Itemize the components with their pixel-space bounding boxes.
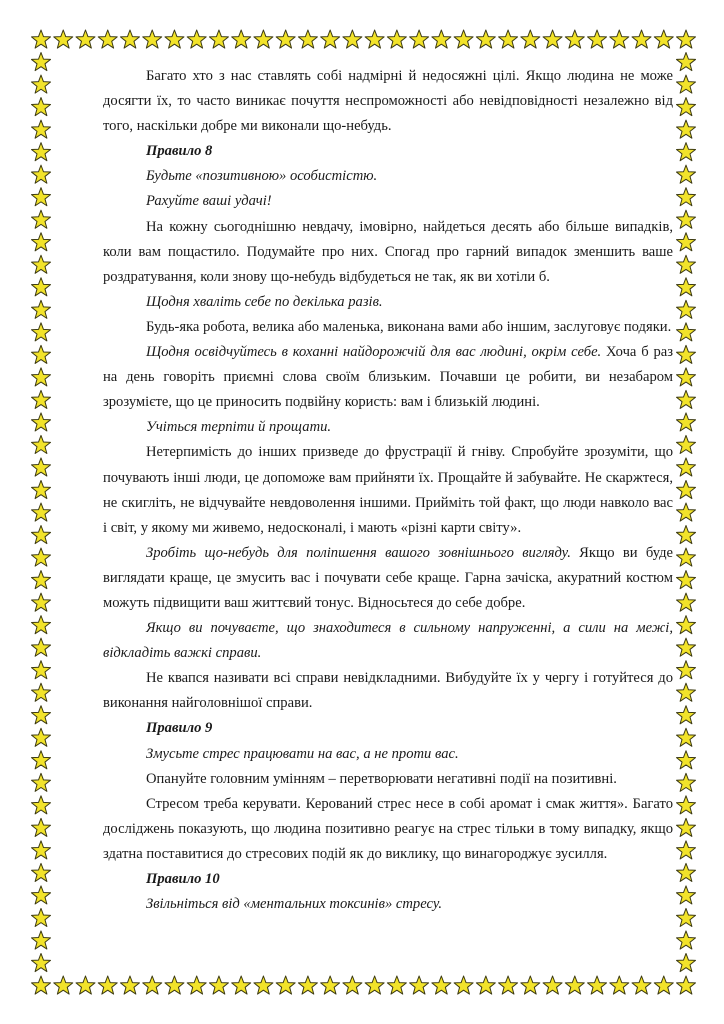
star-icon: [676, 886, 695, 904]
star-icon: [676, 976, 695, 994]
star-icon: [31, 908, 50, 926]
star-icon: [31, 143, 50, 161]
star-icon: [676, 30, 695, 48]
star-icon: [98, 976, 117, 994]
star-icon: [676, 931, 695, 949]
star-icon: [31, 323, 50, 341]
star-icon: [31, 706, 50, 724]
star-icon: [676, 255, 695, 273]
star-icon: [254, 30, 273, 48]
star-icon: [31, 751, 50, 769]
star-icon: [343, 976, 362, 994]
star-icon: [31, 616, 50, 634]
star-icon: [432, 30, 451, 48]
star-icon: [676, 188, 695, 206]
star-icon: [31, 976, 50, 994]
star-icon: [31, 30, 50, 48]
star-icon: [454, 976, 473, 994]
star-icon: [31, 255, 50, 273]
star-icon: [676, 75, 695, 93]
star-icon: [54, 976, 73, 994]
star-icon: [676, 210, 695, 228]
star-icon: [565, 976, 584, 994]
star-icon: [31, 683, 50, 701]
star-icon: [676, 728, 695, 746]
paragraph-look: [103, 541, 673, 616]
star-icon: [31, 165, 50, 183]
star-icon: [187, 30, 206, 48]
star-icon: [387, 976, 406, 994]
paragraph-5: Не квапся називати всі справи невідкладними. Вибудуйте їх у чергу і готуйтеся до виконання найголовнішої справи.: [103, 670, 673, 712]
star-icon: [31, 458, 50, 476]
star-icon: [321, 30, 340, 48]
star-icon: [209, 30, 228, 48]
rule-9-heading: Правило 9: [146, 720, 213, 737]
star-icon: [676, 413, 695, 431]
paragraph-love: [103, 340, 673, 415]
star-icon: [31, 863, 50, 881]
star-icon: [543, 30, 562, 48]
star-icon: [31, 345, 50, 363]
star-icon: [676, 638, 695, 656]
star-icon: [31, 593, 50, 611]
star-icon: [610, 30, 629, 48]
star-icon: [632, 976, 651, 994]
star-icon: [31, 188, 50, 206]
star-icon: [31, 953, 50, 971]
star-icon: [676, 480, 695, 498]
star-icon: [676, 300, 695, 318]
document-body: [103, 64, 673, 917]
star-icon: [31, 773, 50, 791]
star-icon: [676, 323, 695, 341]
star-icon: [676, 616, 695, 634]
star-icon: [654, 976, 673, 994]
star-icon: [676, 706, 695, 724]
star-icon: [676, 548, 695, 566]
paragraph-1: Багато хто з нас ставлять собі надмірні й недосяжні цілі. Якщо людина не може досягти їх, то часто виникає почуття неспроможності або невідповідності незалежно від того, наскільки добре ми виконали що-небудь.: [103, 68, 673, 135]
star-icon: [365, 976, 384, 994]
star-icon: [676, 390, 695, 408]
star-icon: [588, 976, 607, 994]
star-icon: [410, 976, 429, 994]
star-icon: [232, 30, 251, 48]
star-icon: [31, 120, 50, 138]
star-icon: [31, 796, 50, 814]
star-icon: [31, 818, 50, 836]
star-icon: [676, 593, 695, 611]
look-italic: Зробіть що-небудь для поліпшення вашого зовнішнього вигляду.: [146, 544, 571, 561]
star-icon: [610, 976, 629, 994]
paragraph-6: Опануйте головним умінням – перетворювати негативні події на позитивні.: [146, 770, 617, 787]
star-icon: [298, 30, 317, 48]
look-rest: Якщо ви буде виглядати краще, це змусить вас і почувати себе краще. Гарна зачіска, акуратний костюм можуть підвищити ваш життєвий тонус. Відносьтеся до себе добре.: [103, 544, 673, 611]
star-icon: [676, 751, 695, 769]
star-icon: [31, 98, 50, 116]
star-icon: [143, 976, 162, 994]
star-icon: [543, 976, 562, 994]
star-icon: [676, 368, 695, 386]
love-italic: Щодня освідчуйтесь в коханні найдорожчій для вас людині, окрім себе.: [146, 344, 602, 361]
star-icon: [676, 143, 695, 161]
star-icon: [343, 30, 362, 48]
love-rest: Хоча б раз на день говоріть приємні слова своїм близьким. Почавши це робити, ви незабаром зрозумієте, що це приносить подвійну користь: вам і близькій людині.: [103, 344, 673, 411]
star-icon: [31, 210, 50, 228]
star-icon: [676, 53, 695, 71]
star-icon: [676, 661, 695, 679]
star-icon: [31, 480, 50, 498]
star-icon: [676, 526, 695, 544]
star-icon: [632, 30, 651, 48]
star-icon: [410, 30, 429, 48]
star-icon: [521, 976, 540, 994]
star-icon: [31, 886, 50, 904]
rule-10-title: Звільніться від «ментальних токсинів» стресу.: [146, 896, 443, 913]
star-icon: [54, 30, 73, 48]
star-icon: [31, 728, 50, 746]
star-icon: [676, 120, 695, 138]
praise-heading: Щодня хваліть себе по декілька разів.: [146, 293, 383, 310]
star-icon: [454, 30, 473, 48]
star-icon: [676, 458, 695, 476]
star-icon: [676, 165, 695, 183]
star-icon: [31, 278, 50, 296]
star-icon: [31, 503, 50, 521]
star-icon: [276, 976, 295, 994]
star-icon: [31, 931, 50, 949]
rule-8-subtitle: Рахуйте ваші удачі!: [146, 193, 272, 210]
star-icon: [676, 863, 695, 881]
star-icon: [676, 503, 695, 521]
star-icon: [31, 368, 50, 386]
rule-8-title: Будьте «позитивною» особистістю.: [146, 168, 378, 185]
star-icon: [565, 30, 584, 48]
star-icon: [76, 976, 95, 994]
stress-heading: Якщо ви почуваєте, що знаходитеся в сильному напруженні, а сили на межі, відкладіть важкі справи.: [103, 620, 673, 662]
star-icon: [76, 30, 95, 48]
star-icon: [120, 976, 139, 994]
star-icon: [476, 976, 495, 994]
star-icon: [254, 976, 273, 994]
star-icon: [321, 976, 340, 994]
star-icon: [120, 30, 139, 48]
paragraph-7: Стресом треба керувати. Керований стрес несе в собі аромат і смак життя». Багато досліджень показують, що людина позитивно реагує на стрес тільки в тому випадку, якщо здатна поставитися до стресових подій як до виклику, що винагороджує зусилля.: [103, 795, 673, 862]
star-icon: [98, 30, 117, 48]
tolerate-heading: Учіться терпіти й прощати.: [146, 419, 332, 436]
star-icon: [676, 818, 695, 836]
star-icon: [298, 976, 317, 994]
star-icon: [31, 75, 50, 93]
star-icon: [143, 30, 162, 48]
star-icon: [676, 233, 695, 251]
paragraph-2: На кожну сьогоднішню невдачу, імовірно, найдеться десять або більше випадків, коли вам пощастило. Подумайте про них. Спогад про гарний випадок зменшить ваше роздратування, коли знову що-небудь відбудеться не так, як ви хотіли б.: [103, 218, 673, 285]
star-icon: [676, 683, 695, 701]
star-icon: [676, 98, 695, 116]
star-icon: [165, 976, 184, 994]
star-icon: [31, 571, 50, 589]
paragraph-4: Нетерпимість до інших призведе до фрустрації й гніву. Спробуйте зрозуміти, що почувають інші люди, це допоможе вам прийняти їх. Прощайте й забувайте. Не скаржтеся, не скигліть, не відчувайте невдоволення іншими. Прийміть той факт, що люди навколо вас і світ, у якому ми живемо, недосконалі, і мають «різні карти світу».: [103, 444, 673, 536]
star-icon: [676, 345, 695, 363]
star-icon: [31, 53, 50, 71]
star-icon: [476, 30, 495, 48]
star-icon: [31, 390, 50, 408]
star-icon: [521, 30, 540, 48]
star-icon: [676, 278, 695, 296]
star-icon: [31, 300, 50, 318]
star-icon: [31, 233, 50, 251]
star-icon: [676, 435, 695, 453]
star-icon: [31, 841, 50, 859]
star-icon: [499, 30, 518, 48]
star-icon: [31, 661, 50, 679]
star-icon: [165, 30, 184, 48]
paragraph-3: Будь-яка робота, велика або маленька, виконана вами або іншим, заслуговує подяки.: [146, 318, 672, 335]
star-icon: [31, 435, 50, 453]
star-icon: [499, 976, 518, 994]
star-icon: [31, 548, 50, 566]
star-icon: [676, 796, 695, 814]
star-icon: [676, 953, 695, 971]
star-icon: [232, 976, 251, 994]
star-icon: [31, 413, 50, 431]
star-icon: [31, 526, 50, 544]
star-icon: [432, 976, 451, 994]
star-icon: [209, 976, 228, 994]
star-icon: [187, 976, 206, 994]
star-icon: [676, 773, 695, 791]
rule-9-title: Змусьте стрес працювати на вас, а не проти вас.: [146, 745, 459, 762]
star-icon: [31, 638, 50, 656]
star-icon: [365, 30, 384, 48]
rule-8-heading: Правило 8: [146, 143, 213, 160]
star-icon: [588, 30, 607, 48]
rule-10-heading: Правило 10: [146, 871, 220, 887]
star-icon: [276, 30, 295, 48]
star-icon: [654, 30, 673, 48]
star-icon: [676, 841, 695, 859]
star-icon: [676, 571, 695, 589]
star-icon: [387, 30, 406, 48]
star-icon: [676, 908, 695, 926]
